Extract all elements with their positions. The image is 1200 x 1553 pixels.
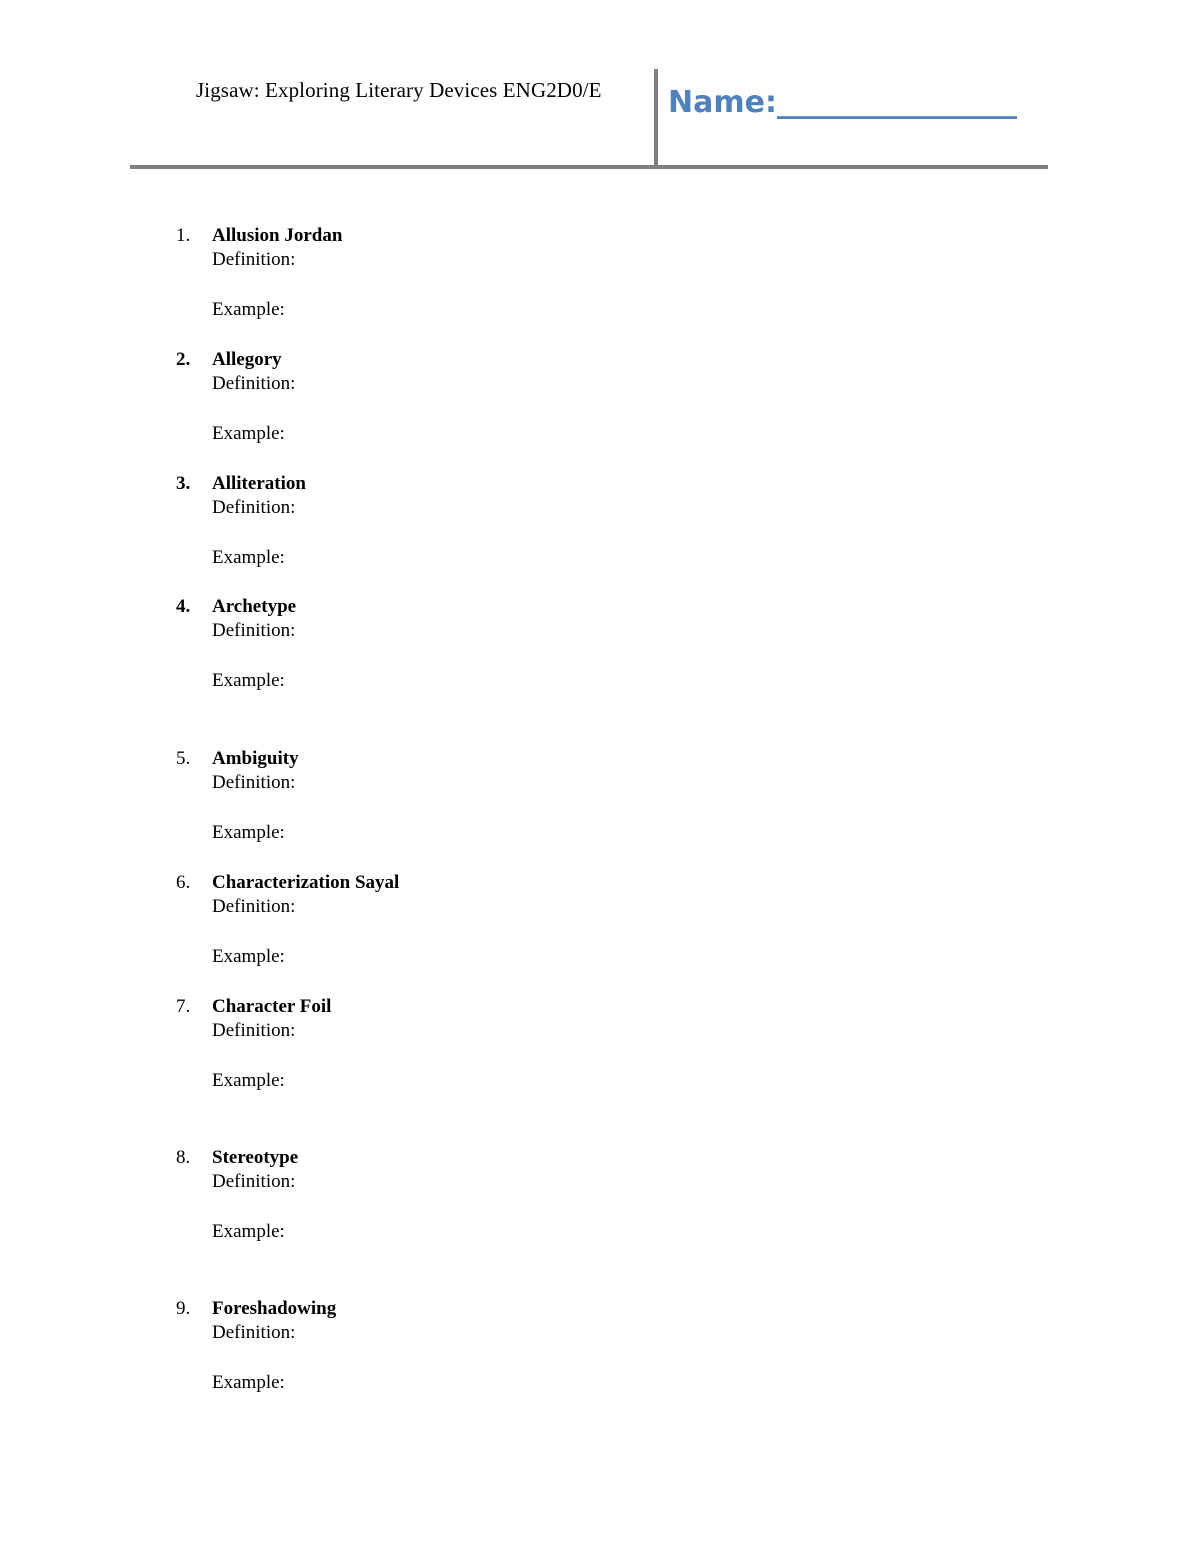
- item-title: Character Foil: [212, 996, 332, 1017]
- name-field: Name:________________: [668, 85, 1017, 120]
- example-label: Example:: [212, 423, 285, 444]
- example-label: Example:: [212, 822, 285, 843]
- example-label: Example:: [212, 1372, 285, 1393]
- definition-label: Definition:: [212, 1171, 296, 1192]
- item-number: 6.: [176, 872, 191, 893]
- definition-label: Definition:: [212, 497, 296, 518]
- definition-label: Definition:: [212, 373, 296, 394]
- definition-label: Definition:: [212, 896, 296, 917]
- definition-label: Definition:: [212, 1322, 296, 1343]
- example-label: Example:: [212, 946, 285, 967]
- item-title: Allegory: [212, 349, 282, 370]
- item-title: Characterization Sayal: [212, 872, 400, 893]
- example-label: Example:: [212, 547, 285, 568]
- item-number: 1.: [176, 225, 191, 246]
- item-number: 9.: [176, 1298, 191, 1319]
- definition-label: Definition:: [212, 772, 296, 793]
- document-title: Jigsaw: Exploring Literary Devices ENG2D0/E: [196, 78, 602, 102]
- definition-label: Definition:: [212, 249, 296, 270]
- example-label: Example:: [212, 299, 285, 320]
- example-label: Example:: [212, 1070, 285, 1091]
- item-title: Archetype: [212, 596, 297, 617]
- item-title: Alliteration: [212, 473, 306, 494]
- item-title: Stereotype: [212, 1147, 299, 1168]
- definition-label: Definition:: [212, 620, 296, 641]
- definition-label: Definition:: [212, 1020, 296, 1041]
- item-number: 8.: [176, 1147, 191, 1168]
- example-label: Example:: [212, 1221, 285, 1242]
- item-number: 3.: [176, 473, 191, 494]
- header-divider-vertical: [654, 69, 658, 165]
- item-number: 4.: [176, 596, 191, 617]
- item-number: 5.: [176, 748, 191, 769]
- item-title: Foreshadowing: [212, 1298, 337, 1319]
- example-label: Example:: [212, 670, 285, 691]
- item-title: Ambiguity: [212, 748, 299, 769]
- header-divider-horizontal: [130, 165, 1048, 169]
- item-title: Allusion Jordan: [212, 225, 343, 246]
- item-number: 2.: [176, 349, 191, 370]
- item-number: 7.: [176, 996, 191, 1017]
